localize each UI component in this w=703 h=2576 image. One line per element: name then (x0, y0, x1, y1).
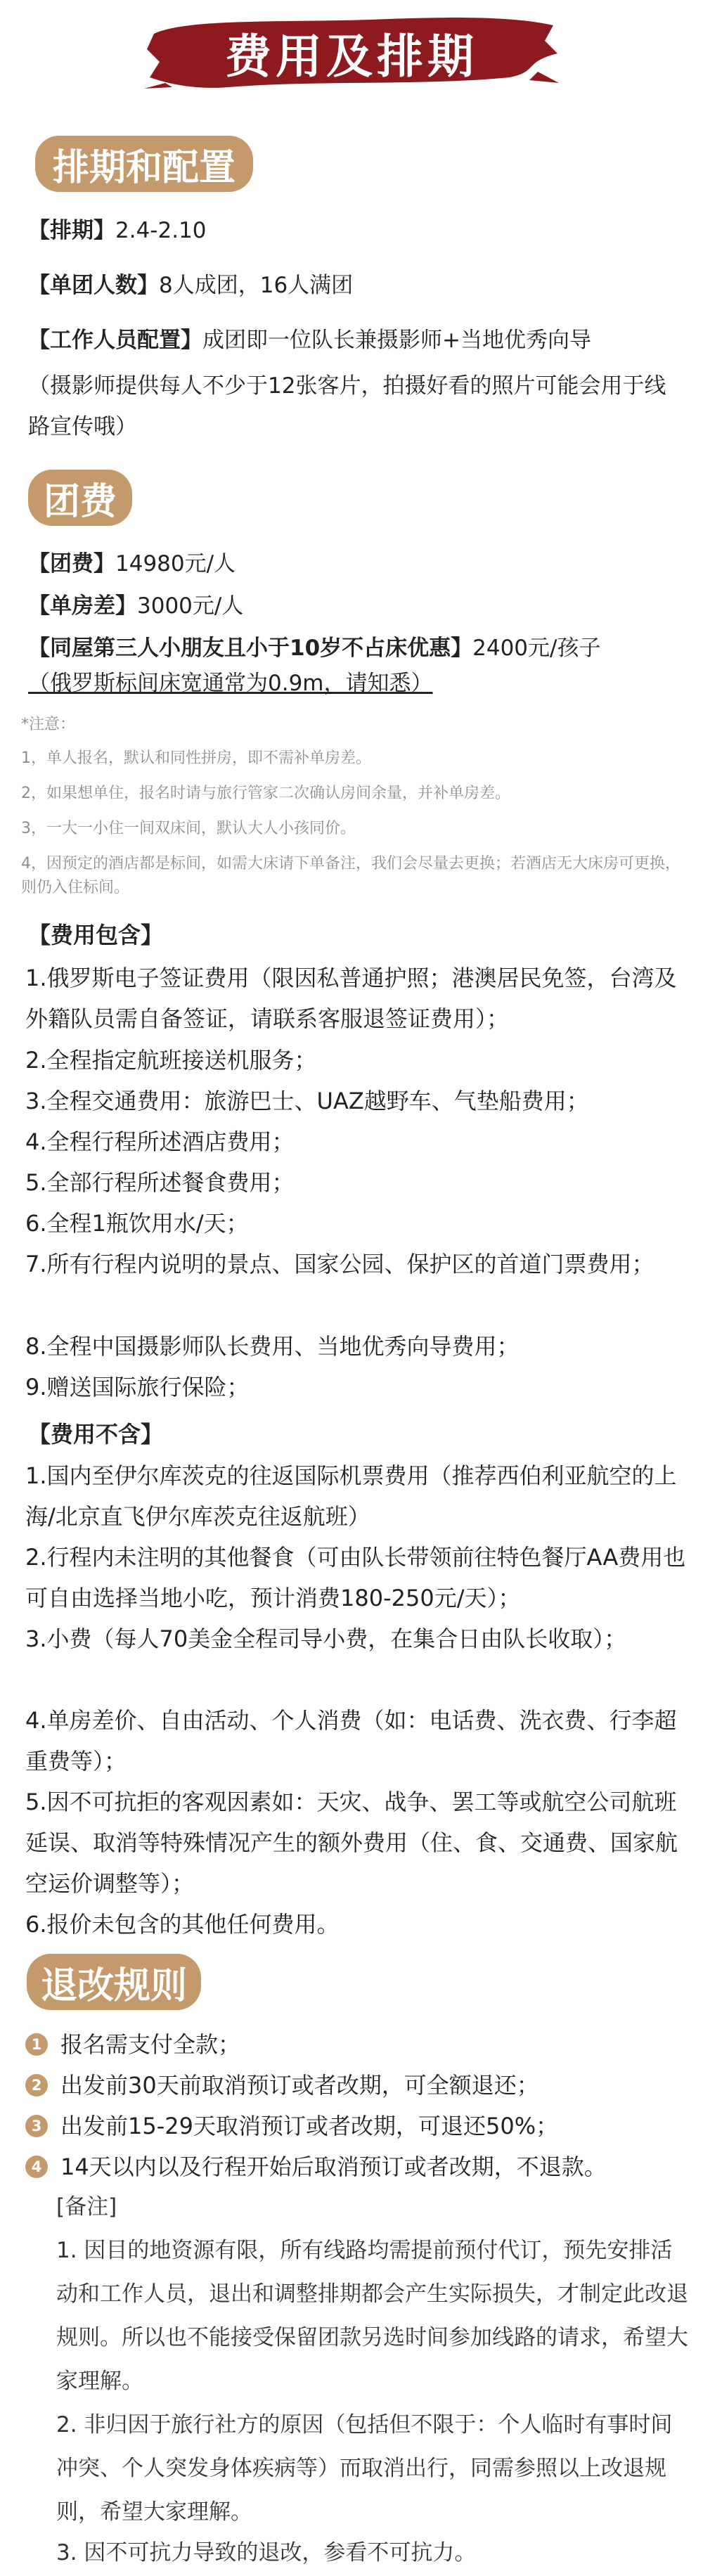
excluded-item: 1.国内至伊尔库茨克的往返国际机票费用（推荐西伯利亚航空的上海/北京直飞伊尔库茨克往返航班） (25, 1462, 677, 1530)
section-title-fee: 团费 (28, 470, 132, 526)
photographer-note: （摄影师提供每人不少于12张客片，拍摄好看的照片可能会用于线路宣传哦） (28, 373, 666, 439)
notice-item: 1，单人报名，默认和同性拼房，即不需补单房差。 (21, 749, 371, 767)
notice-item: 3，一大一小住一间双床间，默认大人小孩同价。 (21, 820, 356, 837)
included-item: 8.全程中国摄影师队长费用、当地优秀向导费用； (25, 1333, 520, 1360)
excluded-item: 2.行程内未注明的其他餐食（可由队长带领前往特色餐厅AA费用也可自由选择当地小吃，预计消费180-250元/天）； (25, 1544, 686, 1611)
schedule-line: 【排期】2.4-2.10 (28, 218, 207, 243)
remark-heading: [备注] (56, 2194, 117, 2220)
included-item: 9.赠送国际旅行保险； (25, 1374, 250, 1400)
refund-rule: 1 报名需支付全款； (25, 2030, 686, 2059)
child-discount-line: 【同屋第三人小朋友且小于10岁不占床优惠】2400元/孩子 (28, 636, 601, 661)
excluded-item: 6.报价未包含的其他任何费用。 (25, 1911, 340, 1938)
excluded-item: 5.因不可抗拒的客观因素如：天灾、战争、罢工等或航空公司航班延误、取消等特殊情况产生的额外费用（住、食、交通费、国家航空运价调整等）； (25, 1789, 678, 1897)
included-item: 6.全程1瓶饮用水/天； (25, 1210, 249, 1237)
included-item: 7.所有行程内说明的景点、国家公园、保护区的首道门票费用； (25, 1251, 654, 1277)
refund-rule: 3 出发前15-29天取消预订或者改期，可退还50%； (25, 2112, 686, 2140)
notice-heading: *注意： (21, 716, 76, 733)
included-item: 5.全部行程所述餐食费用； (25, 1169, 295, 1196)
included-item: 1.俄罗斯电子签证费用（限因私普通护照；港澳居民免签，台湾及外籍队员需自备签证，请联系客服退签证费用）； (25, 965, 677, 1032)
rule-number-badge: 2 (25, 2074, 48, 2097)
included-item: 3.全程交通费用：旅游巴士、UAZ越野车、气垫船费用； (25, 1088, 589, 1114)
notice-item: 2，如果想单住，报名时请与旅行管家二次确认房间余量，并补单房差。 (21, 785, 510, 802)
rule-number-badge: 3 (25, 2115, 48, 2137)
bed-width-note: （俄罗斯标间床宽通常为0.9m，请知悉） (28, 671, 433, 696)
excluded-item: 4.单房差价、自由活动、个人消费（如：电话费、洗衣费、行李超重费等）； (25, 1707, 677, 1775)
refund-rule: 2 出发前30天前取消预订或者改期，可全额退还； (25, 2071, 686, 2099)
section-title-schedule: 排期和配置 (35, 136, 253, 192)
rule-number-badge: 1 (25, 2033, 48, 2056)
excluded-heading: 【费用不含】 (28, 1421, 164, 1448)
page-title: 费用及排期 (225, 28, 478, 84)
single-room-line: 【单房差】3000元/人 (28, 593, 244, 619)
rule-number-badge: 4 (25, 2156, 48, 2178)
section-title-refund: 退改规则 (27, 1954, 201, 2010)
notice-item: 4，因预定的酒店都是标间，如需大床请下单备注，我们会尽量去更换；若酒店无大床房可更换，则仍入住标间。 (21, 855, 681, 896)
included-item: 2.全程指定航班接送机服务； (25, 1047, 317, 1074)
excluded-item: 3.小费（每人70美金全程司导小费，在集合日由队长收取）； (25, 1625, 627, 1652)
refund-rule: 4 14天以内以及行程开始后取消预订或者改期，不退款。 (25, 2153, 686, 2181)
staff-line: 【工作人员配置】成团即一位队长兼摄影师+当地优秀向导 (28, 328, 591, 353)
team-size-line: 【单团人数】8人成团，16人满团 (28, 273, 354, 298)
remark-item: 1. 因目的地资源有限，所有线路均需提前预付代订，预先安排活动和工作人员，退出和调整排期都会产生实际损失，才制定此改退规则。所以也不能接受保留团款另选时间参加线路的请求，希望大家理解。 (56, 2238, 688, 2394)
included-item: 4.全程行程所述酒店费用； (25, 1128, 295, 1155)
remark-item: 3. 因不可抗力导致的退改，参看不可抗力。 (56, 2540, 477, 2565)
fee-line: 【团费】14980元/人 (28, 551, 236, 577)
header-banner (144, 13, 559, 91)
remark-item: 2. 非归因于旅行社方的原因（包括但不限于：个人临时有事时间冲突、个人突发身体疾病等）而取消出行，同需参照以上改退规则，希望大家理解。 (56, 2412, 673, 2525)
included-heading: 【费用包含】 (28, 922, 164, 948)
